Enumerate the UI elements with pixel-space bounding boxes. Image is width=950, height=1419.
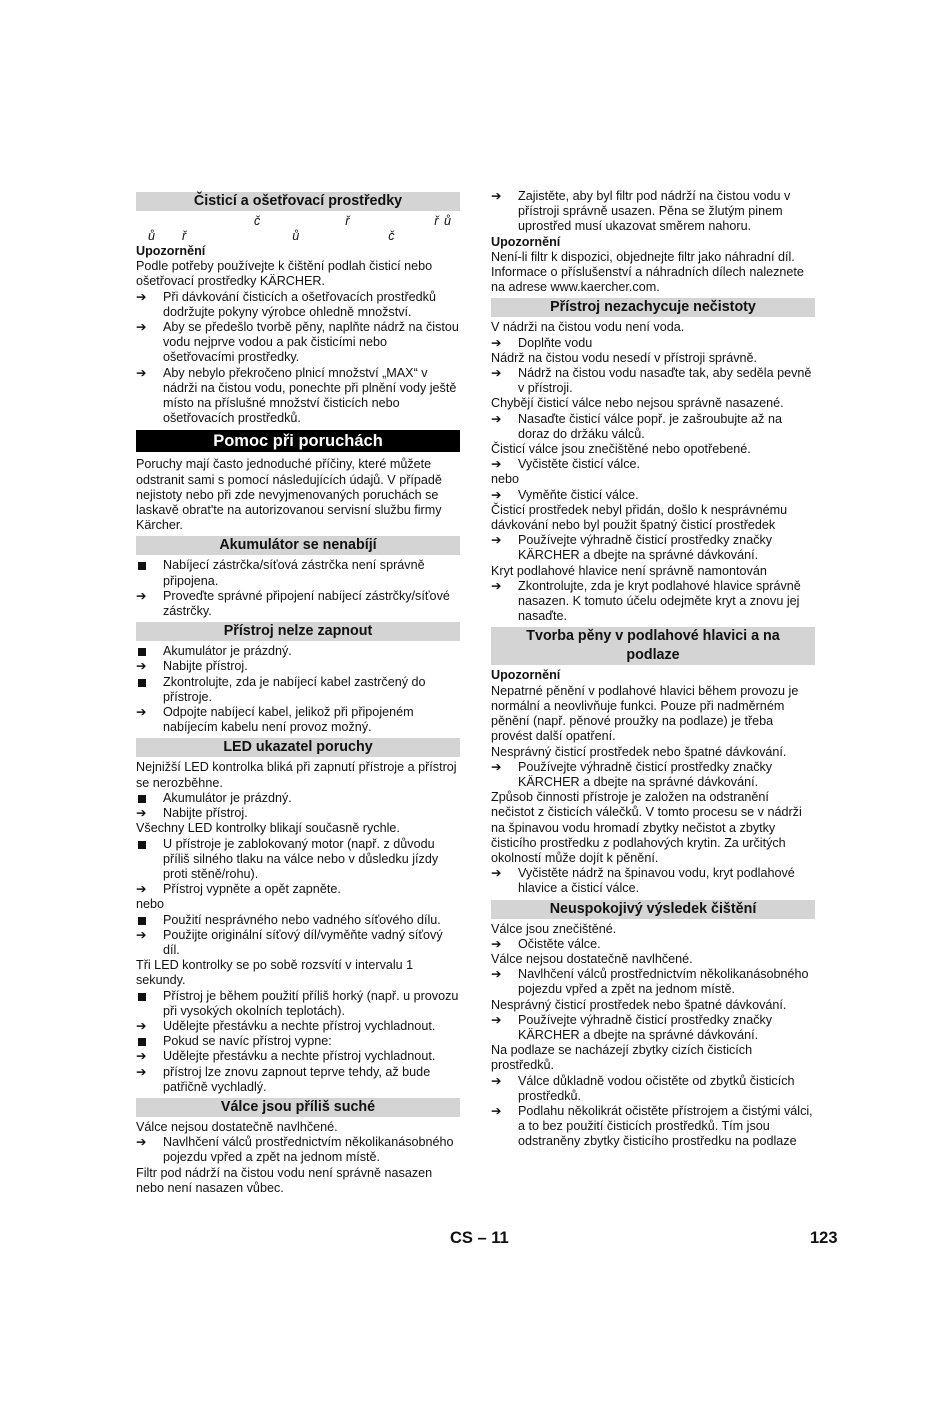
paragraph: Čisticí prostředek nebyl přidán, došlo k nesprávnému dávkování nebo byl použit špatný čisticí prostředek bbox=[491, 502, 788, 533]
list-item: ➔ Nádrž na čistou vodu nasaďte tak, aby seděla pevně v přístroji. bbox=[491, 366, 812, 396]
list-item: ➔ Odpojte nabíjecí kabel, jelikož při připojeném nabíjecím kabelu není provoz možný. bbox=[136, 705, 414, 735]
paragraph: nebo bbox=[136, 897, 165, 912]
square-bullet-icon bbox=[138, 917, 146, 925]
arrow-icon: ➔ bbox=[136, 705, 147, 720]
section-heading: Tvorba pěny v podlahové hlavici a na podlaze bbox=[491, 627, 815, 665]
list-item: ➔ Nabijte přístroj. bbox=[136, 806, 248, 821]
arrow-icon: ➔ bbox=[491, 487, 502, 502]
list-item: Použití nesprávného nebo vadného síťového dílu. bbox=[136, 913, 460, 928]
list-item: U přístroje je zablokovaný motor (např. z důvodu příliš silného tlaku na válce nebo v důsledku jízdy proti stěně/rohu). bbox=[136, 837, 460, 883]
arrow-icon: ➔ bbox=[136, 659, 147, 674]
left-column bbox=[136, 189, 460, 1196]
section-heading: LED ukazatel poruchy bbox=[136, 738, 460, 757]
garbled-text bbox=[136, 214, 460, 244]
list-item: ➔ Navlhčení válců prostřednictvím několikanásobného pojezdu vpřed a zpět na jednom místě. bbox=[136, 1135, 454, 1165]
list-item: ➔ Používejte výhradně čisticí prostředky značky KÄRCHER a dbejte na správné dávkování. bbox=[491, 533, 773, 563]
list-item: ➔ Použijte originální síťový díl/vyměňte vadný síťový díl. bbox=[136, 927, 443, 957]
list-item: Zkontrolujte, zda je nabíjecí kabel zastrčený do přístroje. bbox=[136, 675, 460, 705]
square-bullet-icon bbox=[138, 795, 146, 803]
arrow-icon: ➔ bbox=[136, 320, 147, 335]
list-item: ➔ Navlhčení válců prostřednictvím několikanásobného pojezdu vpřed a zpět na jednom místě. bbox=[491, 967, 809, 997]
section-heading: Přístroj nelze zapnout bbox=[136, 622, 460, 641]
list-item: ➔ Očistěte válce. bbox=[491, 936, 601, 951]
square-bullet-icon bbox=[138, 562, 146, 570]
paragraph: Čisticí válce jsou znečištěné nebo opotřebené. bbox=[491, 442, 751, 457]
garbled-char: ř bbox=[345, 214, 351, 228]
garbled-char: ř ů bbox=[434, 214, 452, 228]
paragraph: Na podlaze se nacházejí zbytky cizích čisticích prostředků. bbox=[491, 1043, 753, 1073]
arrow-icon: ➔ bbox=[491, 866, 502, 881]
paragraph: Nádrž na čistou vodu nesedí v přístroji správně. bbox=[491, 350, 757, 365]
paragraph: Všechny LED kontrolky blikají současně rychle. bbox=[136, 821, 400, 836]
list-item: ➔ Přístroj vypněte a opět zapněte. bbox=[136, 882, 341, 897]
list-item: ➔ Při dávkování čisticích a ošetřovacích prostředků dodržujte pokyny výrobce ohledně množství. bbox=[136, 289, 436, 319]
arrow-icon: ➔ bbox=[136, 588, 147, 603]
list-item: ➔ Udělejte přestávku a nechte přístroj vychladnout. bbox=[136, 1018, 436, 1033]
list-item: ➔ Doplňte vodu bbox=[491, 335, 593, 350]
arrow-icon: ➔ bbox=[491, 759, 502, 774]
arrow-icon: ➔ bbox=[491, 189, 502, 203]
paragraph: Poruchy mají často jednoduché příčiny, které můžete odstranit sami s pomocí následujících údajů. V případě nejistoty nebo při zde nevyjmenovaných poruchách se laskavě obrat'te na autorizovanou servisní službu firmy Kärcher. bbox=[136, 457, 442, 533]
list-item: Přístroj je během použití příliš horký (např. u provozu při vysokých okolních teplotách). bbox=[136, 989, 460, 1019]
arrow-icon: ➔ bbox=[136, 1018, 147, 1033]
section-heading: Čisticí a ošetřovací prostředky bbox=[136, 192, 460, 211]
arrow-icon: ➔ bbox=[491, 533, 502, 548]
paragraph: Válce jsou znečištěné. bbox=[491, 921, 617, 936]
garbled-char: ů bbox=[292, 229, 301, 243]
section-heading: Neuspokojivý výsledek čištění bbox=[491, 900, 815, 919]
list-item: ➔ Aby nebylo překročeno plnicí množství „MAX“ v nádrži na čistou vodu, ponechte při plnění vody ještě místo na příslušné množství čisticích nebo ošetřovacích prostředků. bbox=[136, 365, 457, 426]
paragraph: Chybějí čisticí válce nebo nejsou správně nasazené. bbox=[491, 396, 784, 411]
arrow-icon: ➔ bbox=[136, 365, 147, 380]
page-label: CS – 11 bbox=[450, 1229, 509, 1247]
list-item: ➔ Vyčistěte čisticí válce. bbox=[491, 457, 641, 472]
list-item: ➔ Zajistěte, aby byl filtr pod nádrží na čistou vodu v přístroji správně usazen. Pěna se žlutým pinem uprostřed musí ukazovat směrem nahoru. bbox=[491, 189, 791, 234]
square-bullet-icon bbox=[138, 679, 146, 687]
list-item: Akumulátor je prázdný. bbox=[136, 791, 460, 806]
arrow-icon: ➔ bbox=[136, 1049, 147, 1064]
arrow-icon: ➔ bbox=[136, 882, 147, 897]
list-item: ➔ Nasaďte čisticí válce popř. je zašroubujte až na doraz do držáku válců. bbox=[491, 411, 782, 441]
list-item: Nabíjecí zástrčka/síťová zástrčka není správně připojena. bbox=[136, 558, 460, 588]
list-item: Pokud se navíc přístroj vypne: bbox=[136, 1034, 460, 1049]
note-label: Upozornění bbox=[491, 668, 561, 683]
square-bullet-icon bbox=[138, 841, 146, 849]
list-item: ➔ Válce důkladně vodou očistěte od zbytků čisticích prostředků. bbox=[491, 1073, 795, 1103]
arrow-icon: ➔ bbox=[491, 578, 502, 593]
arrow-icon: ➔ bbox=[491, 411, 502, 426]
garbled-char: ů bbox=[148, 229, 157, 243]
arrow-icon: ➔ bbox=[491, 457, 502, 472]
garbled-char: č bbox=[254, 214, 262, 228]
list-item: ➔ Vyčistěte nádrž na špinavou vodu, kryt podlahové hlavice a čisticí válce. bbox=[491, 866, 795, 896]
list-item: ➔ Aby se předešlo tvorbě pěny, naplňte nádrž na čistou vodu nejprve vodou a pak čisticími nebo ošetřovacími prostředky. bbox=[136, 320, 459, 365]
paragraph: Způsob činnosti přístroje je založen na odstranění nečistot z čisticích válečků. V tomto procesu se v nádrži na špinavou vodu hromadí zbytky nečistot a zbytky čisticího prostředku z podlahových krytin. Za určitých okolností může dojít k pěnění. bbox=[491, 790, 802, 865]
section-heading: Akumulátor se nenabíjí bbox=[136, 536, 460, 555]
paragraph: Nesprávný čisticí prostředek nebo špatné dávkování. bbox=[491, 744, 787, 759]
chapter-heading: Pomoc při poruchách bbox=[136, 430, 460, 452]
right-column bbox=[491, 189, 815, 1150]
section-heading: Válce jsou příliš suché bbox=[136, 1098, 460, 1117]
arrow-icon: ➔ bbox=[491, 1012, 502, 1027]
paragraph: V nádrži na čistou vodu není voda. bbox=[491, 320, 685, 335]
note-label: Upozornění bbox=[491, 234, 561, 249]
arrow-icon: ➔ bbox=[491, 1103, 502, 1118]
paragraph: Není-li filtr k dispozici, objednejte filtr jako náhradní díl. Informace o příslušenství a náhradních dílech naleznete na adrese www.kaercher.com. bbox=[491, 249, 804, 295]
list-item: ➔ Udělejte přestávku a nechte přístroj vychladnout. bbox=[136, 1049, 436, 1064]
arrow-icon: ➔ bbox=[136, 1064, 147, 1079]
paragraph: Tři LED kontrolky se po sobě rozsvítí v intervalu 1 sekundy. bbox=[136, 958, 414, 988]
square-bullet-icon bbox=[138, 648, 146, 656]
arrow-icon: ➔ bbox=[491, 967, 502, 982]
paragraph: Nesprávný čisticí prostředek nebo špatné dávkování. bbox=[491, 997, 787, 1012]
arrow-icon: ➔ bbox=[136, 289, 147, 304]
square-bullet-icon bbox=[138, 1038, 146, 1046]
arrow-icon: ➔ bbox=[491, 936, 502, 951]
list-item: ➔ Zkontrolujte, zda je kryt podlahové hlavice správně nasazen. K tomuto účelu odejměte kryt a znovu jej nasaďte. bbox=[491, 578, 801, 624]
list-item: ➔ Proveďte správné připojení nabíjecí zástrčky/síťové zástrčky. bbox=[136, 588, 450, 619]
arrow-icon: ➔ bbox=[136, 927, 147, 942]
page-number: 123 bbox=[810, 1229, 838, 1247]
arrow-icon: ➔ bbox=[491, 1073, 502, 1088]
paragraph: Nejnižší LED kontrolka bliká při zapnutí přístroje a přístroj se nerozběhne. bbox=[136, 760, 457, 790]
list-item: ➔ přístroj lze znovu zapnout teprve tehdy, až bude patřičně vychladlý. bbox=[136, 1064, 431, 1094]
arrow-icon: ➔ bbox=[136, 1135, 147, 1150]
paragraph: Nepatrné pěnění v podlahové hlavici během provozu je normální a neovlivňuje funkci. Pouze při nadměrném pěnění (např. pěnové proužky na podlaze) je třeba provést další opatření. bbox=[491, 683, 799, 744]
list-item: ➔ Vyměňte čisticí válce. bbox=[491, 487, 639, 502]
arrow-icon: ➔ bbox=[136, 806, 147, 821]
paragraph: Válce nejsou dostatečně navlhčené. bbox=[136, 1119, 338, 1134]
list-item: ➔ Nabijte přístroj. bbox=[136, 659, 248, 674]
list-item: ➔ Podlahu několikrát očistěte přístrojem a čistými válci, a to bez použití čisticích prostředků. Tím jsou odstraněny zbytky čisticího prostředku na podlaze bbox=[491, 1103, 813, 1149]
paragraph: Válce nejsou dostatečně navlhčené. bbox=[491, 951, 693, 966]
arrow-icon: ➔ bbox=[491, 335, 502, 350]
garbled-char: ř bbox=[182, 229, 188, 243]
note-label: Upozornění bbox=[136, 244, 206, 258]
list-item: ➔ Používejte výhradně čisticí prostředky značky KÄRCHER a dbejte na správné dávkování. bbox=[491, 759, 773, 789]
square-bullet-icon bbox=[138, 993, 146, 1001]
arrow-icon: ➔ bbox=[491, 366, 502, 381]
list-item: Akumulátor je prázdný. bbox=[136, 644, 460, 659]
section-heading: Přístroj nezachycuje nečistoty bbox=[491, 298, 815, 317]
list-item: ➔ Používejte výhradně čisticí prostředky značky KÄRCHER a dbejte na správné dávkování. bbox=[491, 1012, 773, 1042]
paragraph: Kryt podlahové hlavice není správně namontován bbox=[491, 563, 767, 578]
paragraph: Filtr pod nádrží na čistou vodu není správně nasazen nebo není nasazen vůbec. bbox=[136, 1165, 433, 1195]
garbled-char: č bbox=[388, 229, 396, 243]
paragraph: Podle potřeby používejte k čištění podlah čisticí nebo ošetřovací prostředky KÄRCHER. bbox=[136, 259, 433, 289]
paragraph: nebo bbox=[491, 472, 520, 487]
